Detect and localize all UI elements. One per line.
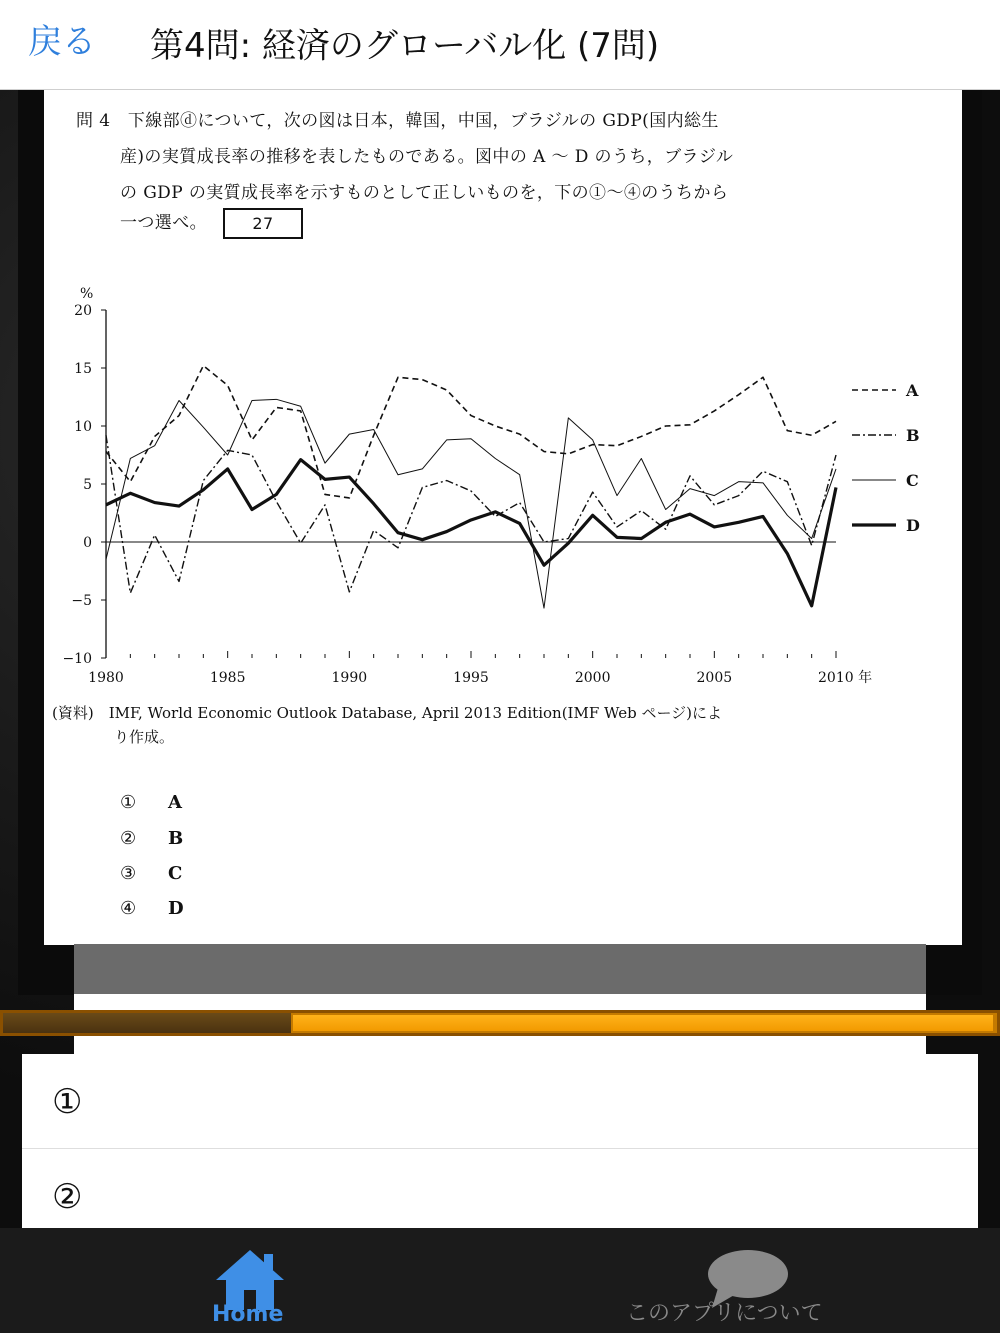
doc-choice-num: ① — [120, 792, 137, 813]
tab-about-label: このアプリについて — [626, 1301, 823, 1326]
scroll-area-band — [74, 944, 926, 994]
doc-choice-label: D — [168, 898, 184, 919]
answer-option-2[interactable] — [22, 1149, 978, 1230]
legend-A-label: A — [906, 381, 919, 400]
source-note: (資料) IMF, World Economic Outlook Database, April 2013 Edition(IMF Web ページ)によ — [52, 704, 723, 722]
question-line-4 — [120, 208, 303, 239]
answer-list — [22, 1054, 978, 1230]
content-strip-lower — [74, 1036, 926, 1054]
x-tick-label: 1980 — [88, 670, 124, 686]
answer-number-box: 27 — [223, 208, 303, 239]
y-tick-label: 5 — [83, 477, 92, 493]
answer-option-label: ① — [52, 1082, 83, 1122]
doc-choice-3 — [120, 863, 182, 884]
series-C-line — [106, 399, 836, 608]
doc-choice-label: A — [168, 792, 182, 813]
doc-choice-num: ③ — [120, 863, 137, 884]
doc-choice-label: B — [168, 828, 184, 849]
back-button[interactable]: 戻る — [28, 22, 96, 62]
doc-choice-4 — [120, 898, 184, 919]
y-tick-label: −5 — [71, 593, 92, 609]
question-line-2: 産)の実質成長率の推移を表したものである。図中の A ～ D のうち，ブラジル — [120, 147, 734, 167]
answer-option-1[interactable] — [22, 1054, 978, 1149]
gdp-growth-chart — [44, 270, 962, 700]
tab-about[interactable] — [620, 1228, 880, 1333]
progress-bar — [0, 1010, 1000, 1036]
doc-choice-2 — [120, 828, 183, 849]
legend-B-label: B — [906, 426, 920, 445]
series-D-line — [106, 460, 836, 606]
legend-D-label: D — [906, 516, 920, 535]
y-tick-label: −10 — [62, 651, 92, 667]
question-line-4-text: 一つ選べ。 — [120, 213, 207, 233]
question-document — [44, 90, 962, 945]
x-tick-label: 1995 — [453, 670, 489, 686]
doc-choice-1 — [120, 792, 182, 813]
doc-choice-num: ④ — [120, 898, 137, 919]
x-tick-label: 1990 — [331, 670, 368, 686]
y-tick-label: 15 — [74, 361, 92, 377]
doc-choice-label: C — [168, 863, 183, 884]
series-B-line — [106, 435, 836, 593]
progress-fill — [3, 1013, 291, 1033]
question-line-3: の GDP の実質成長率を示すものとして正しいものを，下の①～④のうちから — [120, 183, 729, 203]
answer-option-label: ② — [52, 1177, 83, 1217]
y-axis-label: % — [80, 286, 94, 302]
progress-remaining — [293, 1015, 993, 1031]
y-tick-label: 10 — [74, 419, 92, 435]
x-tick-label: 2010 年 — [818, 670, 873, 686]
doc-choice-num: ② — [120, 828, 137, 849]
tab-home-label: Home — [212, 1302, 284, 1327]
legend-C-label: C — [906, 471, 919, 490]
x-tick-label: 1985 — [209, 670, 246, 686]
tab-bar — [0, 1228, 1000, 1333]
navigation-header — [0, 0, 1000, 90]
y-tick-label: 0 — [83, 535, 92, 551]
y-tick-label: 20 — [74, 303, 92, 319]
tab-home[interactable] — [150, 1228, 350, 1333]
page-title: 第4問: 経済のグローバル化 (7問) — [150, 26, 660, 66]
source-note-cont: り作成。 — [114, 728, 175, 746]
question-line-1: 問 4 下線部ⓓについて，次の図は日本，韓国，中国，ブラジルの GDP(国内総生 — [76, 111, 719, 131]
x-tick-label: 2000 — [574, 670, 611, 686]
x-tick-label: 2005 — [696, 670, 733, 686]
